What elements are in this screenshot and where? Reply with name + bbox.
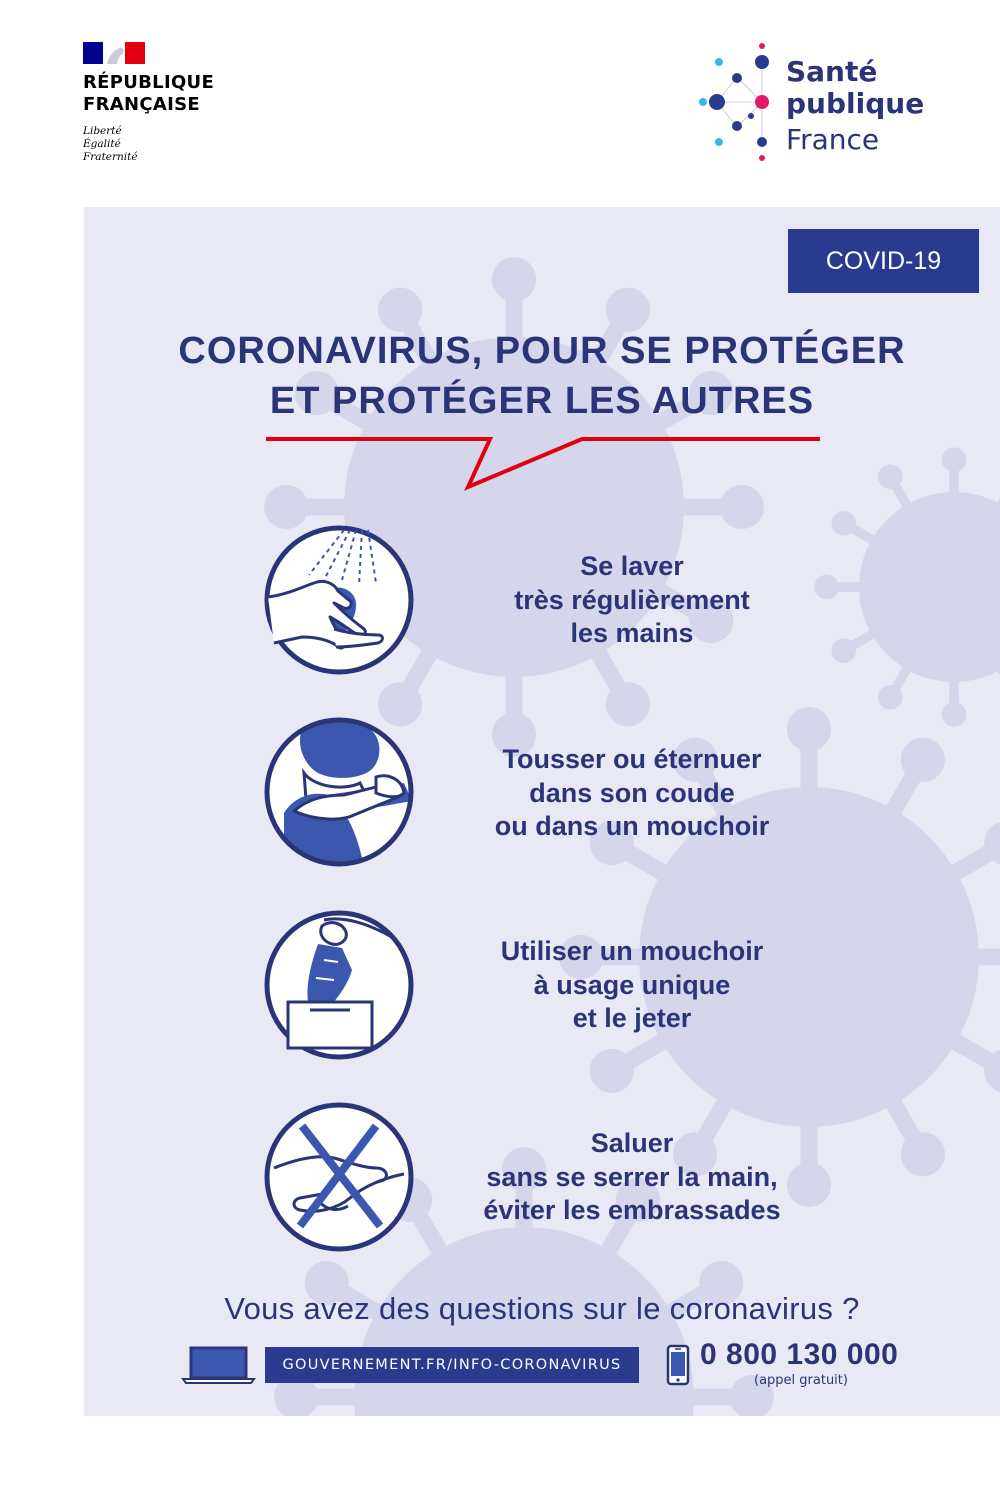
- francaise-label: FRANÇAISE: [83, 94, 200, 115]
- motto-liberte: Liberté: [83, 125, 122, 137]
- phone-icon: [666, 1344, 690, 1386]
- rule-2-line-2: dans son coude: [529, 777, 735, 808]
- rule-3-text: [412, 935, 852, 1036]
- phone-note: (appel gratuit): [754, 1373, 848, 1388]
- spf-france-label: France: [786, 123, 880, 156]
- marianne-flag-icon: [83, 42, 145, 64]
- rule-1-line-3: les mains: [570, 618, 694, 648]
- rule-3-line-3: et le jeter: [572, 1003, 692, 1033]
- rule-1-line-1: Se laver: [580, 551, 684, 581]
- no-handshake-icon: [264, 1102, 414, 1252]
- tissue-icon: [264, 910, 414, 1060]
- page-title-line2: ET PROTÉGER LES AUTRES: [269, 380, 815, 422]
- rule-2-line-3: ou dans un mouchoir: [494, 811, 770, 841]
- rule-1-line-2: très régulièrement: [514, 584, 750, 615]
- rule-3-line-2: à usage unique: [533, 969, 731, 1000]
- rule-2-line-1: Tousser ou éternuer: [502, 744, 762, 774]
- page-title-line1: CORONAVIRUS, POUR SE PROTÉGER: [178, 330, 906, 372]
- motto-fraternite: Fraternité: [83, 151, 138, 163]
- rule-3-line-1: Utiliser un mouchoir: [500, 936, 764, 966]
- covid-badge: COVID-19: [788, 229, 979, 293]
- rule-4-text: [412, 1127, 852, 1228]
- republique-label: RÉPUBLIQUE: [83, 72, 215, 93]
- motto-egalite: Égalité: [83, 138, 121, 150]
- poster-panel: [84, 207, 1000, 1416]
- questions-heading: Vous avez des questions sur le coronavirus ?: [224, 1291, 860, 1326]
- laptop-icon: [181, 1345, 256, 1385]
- rule-2-text: [412, 743, 852, 844]
- sante-publique-france-logo: [697, 42, 937, 167]
- hand-washing-icon: [264, 525, 414, 675]
- spf-molecule-icon: [697, 42, 779, 167]
- info-url-link[interactable]: GOUVERNEMENT.FR/INFO-CORONAVIRUS: [265, 1347, 639, 1383]
- spf-sante-label: Santé: [786, 55, 878, 88]
- spf-publique-label: publique: [786, 87, 925, 120]
- cough-elbow-icon: [264, 717, 414, 867]
- rule-4-line-3: éviter les embrassades: [483, 1195, 781, 1225]
- rule-4-line-2: sans se serrer la main,: [486, 1161, 778, 1192]
- rule-1-text: [412, 550, 852, 651]
- rule-4-line-1: Saluer: [590, 1128, 674, 1158]
- speech-bubble-underline: [264, 435, 824, 495]
- phone-number[interactable]: 0 800 130 000: [700, 1338, 899, 1371]
- republique-francaise-logo: [83, 42, 253, 172]
